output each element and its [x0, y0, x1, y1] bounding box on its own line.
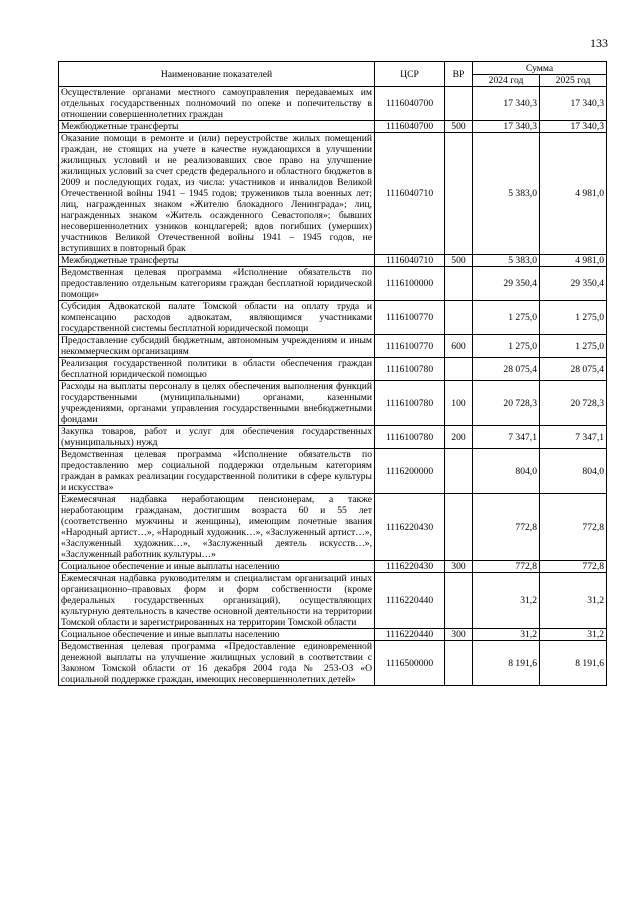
- row-name: Социальное обеспечение и иные выплаты населению: [59, 561, 375, 573]
- row-sum-2024: 17 340,3: [473, 121, 540, 133]
- row-sum-2024: 29 350,4: [473, 267, 540, 301]
- row-csr: 1116040700: [375, 87, 445, 121]
- row-sum-2025: 29 350,4: [540, 267, 607, 301]
- row-sum-2025: 20 728,3: [540, 381, 607, 426]
- row-name: Субсидия Адвокатской палате Томской области на оплату труда и компенсацию расходов адвокатам, являющимся участниками государственной системы бесплатной юридической помощи: [59, 301, 375, 335]
- row-sum-2025: 8 191,6: [540, 641, 607, 686]
- row-csr: 1116100770: [375, 335, 445, 358]
- table-row: [59, 629, 607, 641]
- row-sum-2024: 804,0: [473, 449, 540, 494]
- table-row: [59, 358, 607, 381]
- row-sum-2025: 1 275,0: [540, 335, 607, 358]
- header-year-2025: 2025 год: [540, 75, 607, 87]
- row-csr: 1116220440: [375, 573, 445, 629]
- row-sum-2024: 5 383,0: [473, 255, 540, 267]
- row-csr: 1116100780: [375, 381, 445, 426]
- header-name: Наименование показателей: [59, 62, 375, 87]
- row-sum-2025: 4 981,0: [540, 255, 607, 267]
- row-name: Ежемесячная надбавка неработающим пенсионерам, а также неработающим гражданам, достигшим возраста 60 и 55 лет (соответственно мужчины и женщины), имеющим почетные звания «Народный артист…», «Народный художник…», «Заслуженный артист…», «Заслуженный художник…», «Заслуженный деятель искусств…», «Заслуженный работник культуры…»: [59, 494, 375, 561]
- row-csr: 1116220430: [375, 561, 445, 573]
- row-csr: 1116040710: [375, 133, 445, 255]
- row-vr: [445, 267, 473, 301]
- table-row: [59, 87, 607, 121]
- table-row: [59, 255, 607, 267]
- row-name: Ведомственная целевая программа «Исполнение обязательств по предоставлению мер социальной поддержки отдельным категориям граждан в рамках реализации государственной политики в сфере культуры и искусства»: [59, 449, 375, 494]
- table-row: [59, 381, 607, 426]
- row-sum-2025: 804,0: [540, 449, 607, 494]
- row-vr: [445, 358, 473, 381]
- row-sum-2025: 17 340,3: [540, 121, 607, 133]
- row-name: Закупка товаров, работ и услуг для обеспечения государственных (муниципальных) нужд: [59, 426, 375, 449]
- row-vr: 500: [445, 255, 473, 267]
- table-row: [59, 641, 607, 686]
- row-vr: [445, 641, 473, 686]
- table-row: [59, 561, 607, 573]
- row-sum-2024: 7 347,1: [473, 426, 540, 449]
- table-row: [59, 335, 607, 358]
- table-row: [59, 449, 607, 494]
- row-name: Оказание помощи в ремонте и (или) переустройстве жилых помещений граждан, не стоящих на учете в качестве нуждающихся в улучшении жилищных условий и не реализовавших свое право на улучшение жилищных условий за счет средств федерального и областного бюджетов в 2009 и последующих годах, из числа: участников и инвалидов Великой Отечественной войны 1941 – 1945 годов; тружеников тыла военных лет; лиц, награжденных знаком «Жителю блокадного Ленинграда»; лиц, награжденных знаком «Житель осажденного Севастополя»; бывших несовершеннолетних узников концлагерей; вдов погибших (умерших) участников Великой Отечественной войны 1941 – 1945 годов, не вступивших в повторный брак: [59, 133, 375, 255]
- table-row: [59, 573, 607, 629]
- row-name: Предоставление субсидий бюджетным, автономным учреждениям и иным некоммерческим организациям: [59, 335, 375, 358]
- row-vr: [445, 87, 473, 121]
- table-row: [59, 121, 607, 133]
- table-row: [59, 494, 607, 561]
- table-row: [59, 133, 607, 255]
- row-sum-2025: 772,8: [540, 561, 607, 573]
- row-sum-2025: 772,8: [540, 494, 607, 561]
- row-sum-2025: 4 981,0: [540, 133, 607, 255]
- table-row: [59, 267, 607, 301]
- row-name: Расходы на выплаты персоналу в целях обеспечения выполнения функций государственными (муниципальными) органами, казенными учреждениями, органами управления государственными внебюджетными фондами: [59, 381, 375, 426]
- row-name: Ежемесячная надбавка руководителям и специалистам организаций иных организационно–правовых форм и форм собственности (кроме федеральных государственных организаций), осуществляющих культурную деятельность в качестве основной деятельности на территории Томской области и зарегистрированных на территории Томской области: [59, 573, 375, 629]
- header-vr: ВР: [445, 62, 473, 87]
- row-vr: 600: [445, 335, 473, 358]
- row-csr: 1116200000: [375, 449, 445, 494]
- header-sum: Сумма: [473, 62, 607, 75]
- row-csr: 1116220440: [375, 629, 445, 641]
- row-sum-2024: 1 275,0: [473, 301, 540, 335]
- row-sum-2025: 28 075,4: [540, 358, 607, 381]
- row-csr: 1116220430: [375, 494, 445, 561]
- row-csr: 1116100780: [375, 426, 445, 449]
- row-vr: [445, 494, 473, 561]
- header-csr: ЦСР: [375, 62, 445, 87]
- row-sum-2024: 31,2: [473, 573, 540, 629]
- row-sum-2024: 20 728,3: [473, 381, 540, 426]
- row-vr: [445, 133, 473, 255]
- row-vr: 200: [445, 426, 473, 449]
- row-vr: [445, 301, 473, 335]
- row-vr: [445, 573, 473, 629]
- row-name: Осуществление органами местного самоуправления передаваемых им отдельных государственных полномочий по опеке и попечительству в отношении совершеннолетних граждан: [59, 87, 375, 121]
- row-sum-2024: 5 383,0: [473, 133, 540, 255]
- row-vr: 500: [445, 121, 473, 133]
- row-csr: 1116100770: [375, 301, 445, 335]
- row-sum-2024: 1 275,0: [473, 335, 540, 358]
- row-sum-2025: 1 275,0: [540, 301, 607, 335]
- header-year-2024: 2024 год: [473, 75, 540, 87]
- row-sum-2024: 8 191,6: [473, 641, 540, 686]
- row-sum-2024: 772,8: [473, 494, 540, 561]
- row-csr: 1116040700: [375, 121, 445, 133]
- row-name: Социальное обеспечение и иные выплаты населению: [59, 629, 375, 641]
- row-vr: 300: [445, 629, 473, 641]
- row-name: Ведомственная целевая программа «Исполнение обязательств по предоставлению отдельным категориям граждан бесплатной юридической помощи»: [59, 267, 375, 301]
- table-body: [59, 87, 607, 686]
- row-sum-2024: 31,2: [473, 629, 540, 641]
- row-name: Реализация государственной политики в области обеспечения граждан бесплатной юридической помощью: [59, 358, 375, 381]
- row-csr: 1116100000: [375, 267, 445, 301]
- table-row: [59, 301, 607, 335]
- row-name: Межбюджетные трансферты: [59, 255, 375, 267]
- row-csr: 1116500000: [375, 641, 445, 686]
- row-vr: [445, 449, 473, 494]
- page-number: 133: [590, 36, 608, 50]
- table-header: [59, 62, 607, 87]
- row-csr: 1116100780: [375, 358, 445, 381]
- row-sum-2025: 17 340,3: [540, 87, 607, 121]
- row-sum-2024: 772,8: [473, 561, 540, 573]
- row-sum-2024: 28 075,4: [473, 358, 540, 381]
- row-name: Межбюджетные трансферты: [59, 121, 375, 133]
- row-sum-2025: 7 347,1: [540, 426, 607, 449]
- row-sum-2025: 31,2: [540, 573, 607, 629]
- budget-table: [58, 61, 607, 686]
- row-csr: 1116040710: [375, 255, 445, 267]
- row-vr: 300: [445, 561, 473, 573]
- row-name: Ведомственная целевая программа «Предоставление единовременной денежной выплаты на улучшение жилищных условий в соответствии с Законом Томской области от 16 декабря 2004 года № 253-ОЗ «О социальной поддержке граждан, имеющих несовершеннолетних детей»: [59, 641, 375, 686]
- row-sum-2024: 17 340,3: [473, 87, 540, 121]
- table-row: [59, 426, 607, 449]
- row-sum-2025: 31,2: [540, 629, 607, 641]
- row-vr: 100: [445, 381, 473, 426]
